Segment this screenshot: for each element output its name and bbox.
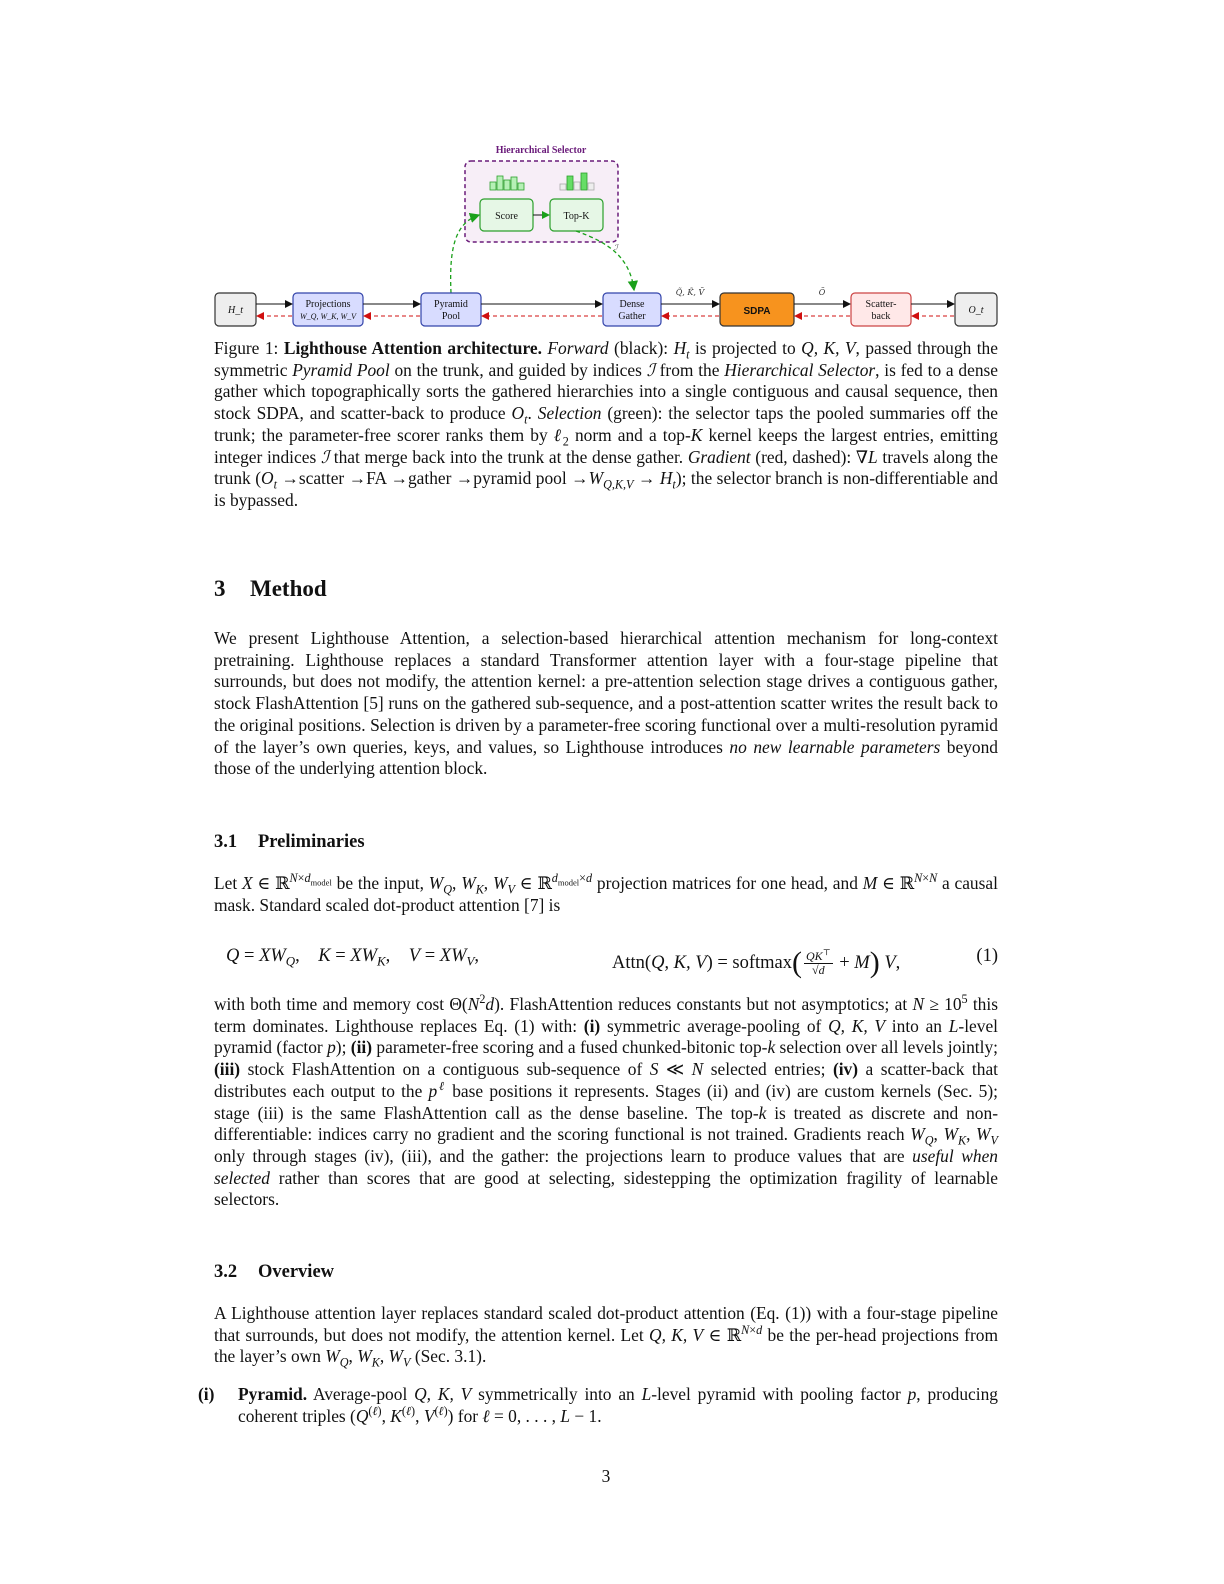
- architecture-figure: [200, 138, 1020, 338]
- section-number: 3: [214, 576, 226, 601]
- sdpa-label: SDPA: [743, 306, 771, 317]
- dense-label-2: Gather: [618, 311, 646, 322]
- caption-text: Forward (black): $H_t$ is projected to Q, K, V, passed through the symmetric Pyramid Pool on the trunk, and guided by indices ℐ from the Hierarchical Selector, is fed to a dense gather which topographically sorts the gathered hierarchies into a single contiguous and causal sequence, then stock SDPA, and scatter-back to produce $O_t$. Selection (green): the selector taps the pooled summaries off the trunk; the parameter-free scorer ranks them by ℓ$_2$ norm and a top-K kernel keeps the largest entries, emitting integer indices ℐ that merge back into the trunk at the dense gather. Gradient (red, dashed): ∇L travels along the trunk ($O_t$ →scatter →FA →gather →pyramid pool $\to W_{Q,K,V} \to H_t$); the selector branch is non-differentiable and is bypassed.: [214, 338, 999, 510]
- item-text: Average-pool Q, K, V symmetrically into an L-level pyramid with pooling factor p, producing coherent triples ($Q^{(\ell)}$, $K^{(\ell)}$, $V^{(\ell)}$) for ℓ = 0, . . . , L − 1.: [238, 1384, 998, 1426]
- item-label: (i): [198, 1384, 215, 1404]
- subsection-heading-overview: [214, 1262, 334, 1283]
- equation-tag: (1): [976, 946, 998, 966]
- figure-caption: [214, 338, 998, 512]
- scatter-label-1: Scatter-: [865, 299, 897, 310]
- intro-paragraph: We present Lighthouse Attention, a selection-based hierarchical attention mechanism for long-context pretraining. Lighthouse replaces a standard Transformer attention layer with a four-stage pipeline that surrounds, but does not modify, the attention kernel: a pre-attention selection stage drives a contiguous gather, stock FlashAttention [5] runs on the gathered sub-sequence, and a post-attention scatter writes the result back to the original positions. Selection is driven by a parameter-free scoring functional over a multi-resolution pyramid of the layer’s own queries, keys, and values, so Lighthouse introduces no new learnable parameters beyond those of the underlying attention block.: [214, 628, 998, 779]
- o-tilde-label: Õ: [818, 288, 826, 297]
- list-item-pyramid: [198, 1384, 998, 1427]
- section-title: Method: [250, 576, 327, 601]
- item-title: Pyramid.: [238, 1384, 308, 1404]
- after-equation-paragraph: with both time and memory cost $\Theta(N^2d)$. FlashAttention reduces constants but not asymptotics; at $N \ge 10^5$ this term dominates. Lighthouse replaces Eq. (1) with: (i) symmetric average-pooling of Q, K, V into an L-level pyramid (factor p); (ii) parameter-free scoring and a fused chunked-bitonic top-k selection over all levels jointly; (iii) stock FlashAttention on a contiguous sub-sequence of S ≪ N selected entries; (iv) a scatter-back that distributes each output to the $p^\ell$ base positions it represents. Stages (ii) and (iv) are custom kernels (Sec. 5); stage (iii) is the same FlashAttention call as the dense baseline. The top-k is treated as discrete and non-differentiable: indices carry no gradient and the scoring functional is not trained. Gradients reach $W_Q$, $W_K$, $W_V$ only through stages (iv), (iii), and the gather: the projections learn to produce values that are useful when selected rather than scores that are good at selecting, sidestepping the optimization fragility of learnable selectors.: [214, 992, 999, 1210]
- subsection-number: 3.2: [214, 1262, 238, 1282]
- ht-label: H_t: [228, 305, 243, 316]
- pyramid-label-2: Pool: [441, 311, 461, 322]
- equation-rhs: Attn(Q, K, V) = softmax( $\frac{QK^⊤}{√d}$ + M) V,: [612, 946, 901, 979]
- section-heading: [214, 576, 327, 602]
- qkv-tilde-label: Q̃, K̃, Ṽ: [675, 288, 705, 297]
- ot-label: O_t: [968, 305, 984, 316]
- subsection-title: Overview: [258, 1262, 335, 1282]
- scatter-label-2: back: [871, 311, 891, 322]
- dense-label-1: Dense: [619, 299, 645, 310]
- indices-label: ℐ: [614, 243, 618, 252]
- subsection-number: 3.1: [214, 832, 238, 852]
- pyramid-label-1: Pyramid: [434, 299, 468, 310]
- equation-1: [214, 938, 998, 978]
- page-number: 3: [601, 1466, 611, 1486]
- caption-label: Figure 1:: [214, 338, 279, 358]
- score-label: Score: [495, 211, 518, 222]
- item-body: [238, 1384, 998, 1427]
- projections-label: Projections: [305, 299, 351, 310]
- overview-paragraph: A Lighthouse attention layer replaces standard scaled dot-product attention (Eq. (1)) with a four-stage pipeline that surrounds, but does not modify, the attention kernel. Let Q, K, V ∈ ℝ$^{N\times d}$ be the per-head projections from the layer’s own $W_Q$, $W_K$, $W_V$ (Sec. 3.1).: [214, 1303, 998, 1370]
- preliminaries-paragraph: Let X ∈ ℝ$^{N\times d_{model}}$ be the input, $W_Q$, $W_K$, $W_V$ ∈ ℝ$^{d_{model}\times d}$ projection matrices for one head, and M ∈ ℝ$^{N\times N}$ a causal mask. Standard scaled dot-product attention [7] is: [214, 871, 998, 915]
- equation-lhs: $Q = XW_Q$, $K = XW_K$, $V = XW_V$,: [226, 946, 480, 969]
- subsection-title: Preliminaries: [258, 832, 365, 852]
- topk-label: Top-K: [563, 211, 590, 222]
- selector-title: Hierarchical Selector: [495, 145, 587, 156]
- projections-sub-label: W_Q, W_K, W_V: [300, 312, 356, 321]
- subsection-heading-preliminaries: [214, 832, 365, 853]
- caption-title: Lighthouse Attention architecture.: [283, 338, 542, 358]
